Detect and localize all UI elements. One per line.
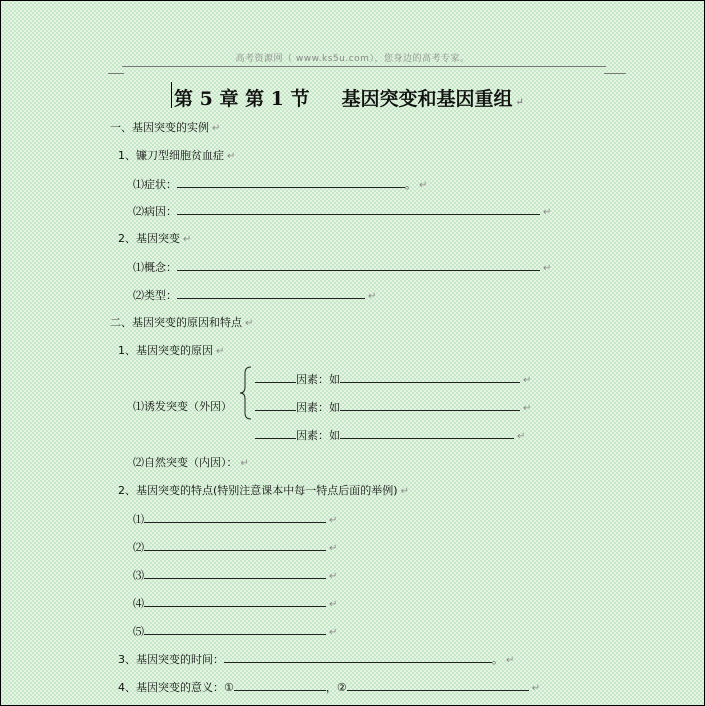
section-heading-1: 一、基因突变的实例 ↵ <box>110 121 221 134</box>
title-topic: 基因突变和基因重组 <box>341 88 513 110</box>
factor-line-2: 因素：如 ↵ <box>255 400 531 416</box>
significance-line: 4、基因突变的意义：① ，② ↵ <box>118 681 541 694</box>
cause-blank[interactable] <box>177 204 540 215</box>
feature-line: ⑴ ↵ <box>133 513 338 526</box>
paragraph-mark-icon: ↵ <box>543 263 552 274</box>
paragraph-mark-icon: ↵ <box>329 627 338 638</box>
header-watermark: 高考资源网（ www.ks5u.com），您身边的高考专家。 <box>235 54 470 64</box>
page-title <box>174 84 524 111</box>
factor-type-blank[interactable] <box>255 372 296 383</box>
paragraph-mark-icon: ↵ <box>419 180 428 191</box>
paragraph-mark-icon: ↵ <box>329 599 338 610</box>
paragraph-mark-icon: ↵ <box>506 655 515 666</box>
paragraph-mark-icon: ↵ <box>523 375 532 386</box>
paragraph-mark-icon: ↵ <box>227 151 236 162</box>
symptom-line: ⑴症状： 。 ↵ <box>133 178 428 191</box>
symptom-blank[interactable] <box>177 177 405 188</box>
factor-example-blank[interactable] <box>340 428 514 439</box>
induced-mutation-label: ⑴诱发突变（外因） <box>133 400 232 413</box>
cause-line: ⑵病因： ↵ <box>133 205 552 218</box>
paragraph-mark-icon: ↵ <box>240 458 249 469</box>
factor-type-blank[interactable] <box>255 400 296 411</box>
concept-blank[interactable] <box>177 260 540 271</box>
factor-type-blank[interactable] <box>255 428 296 439</box>
significance-blank-1[interactable] <box>234 680 326 691</box>
item-causes: 1、基因突变的原因 ↵ <box>118 344 225 357</box>
type-line: ⑵类型： ↵ <box>133 289 377 302</box>
feature-line: ⑷ ↵ <box>133 597 338 610</box>
feature-line: ⑶ ↵ <box>133 569 338 582</box>
feature-blank[interactable] <box>144 624 326 635</box>
significance-blank-2[interactable] <box>347 680 529 691</box>
paragraph-mark-icon: ↵ <box>523 403 532 414</box>
mutation-time-blank[interactable] <box>224 652 492 663</box>
item-gene-mutation: 2、基因突变 ↵ <box>118 232 192 245</box>
natural-mutation-line: ⑵自然突变（内因）： ↵ <box>133 456 249 469</box>
feature-blank[interactable] <box>144 568 326 579</box>
header-rule-right-stub <box>604 73 626 74</box>
paragraph-mark-icon: ↵ <box>517 431 526 442</box>
type-blank[interactable] <box>177 288 365 299</box>
header-rule-left-stub <box>108 73 124 74</box>
paragraph-mark-icon: ↵ <box>531 683 541 694</box>
paragraph-mark-icon: ↵ <box>329 571 338 582</box>
mutation-time-line: 3、基因突变的时间： 。 ↵ <box>118 653 515 666</box>
factor-line-1: 因素：如 ↵ <box>255 372 531 388</box>
factor-line-3: 因素：如 ↵ <box>255 428 525 444</box>
paragraph-mark-icon: ↵ <box>400 486 409 497</box>
paragraph-mark-icon: ↵ <box>212 123 221 134</box>
item-sickle-cell: 1、镰刀型细胞贫血症 ↵ <box>118 149 236 162</box>
factor-example-blank[interactable] <box>340 372 520 383</box>
feature-blank[interactable] <box>144 596 326 607</box>
concept-line: ⑴概念： ↵ <box>133 261 552 274</box>
feature-line: ⑵ ↵ <box>133 541 338 554</box>
header-rule <box>122 66 606 67</box>
curly-brace-icon <box>239 366 253 420</box>
paragraph-mark-icon: ↵ <box>245 318 254 329</box>
paragraph-mark-icon: ↵ <box>216 346 225 357</box>
paragraph-mark-icon: ↵ <box>329 543 338 554</box>
item-features: 2、基因突变的特点(特别注意课本中每一特点后面的举例) ↵ <box>118 484 409 497</box>
paragraph-mark-icon: ↵ <box>183 234 192 245</box>
feature-blank[interactable] <box>144 540 326 551</box>
feature-blank[interactable] <box>144 512 326 523</box>
paragraph-mark-icon: ↵ <box>543 207 552 218</box>
title-chapter: 第 5 章 第 1 节 <box>174 88 310 110</box>
feature-line: ⑸ ↵ <box>133 625 338 638</box>
factor-example-blank[interactable] <box>340 400 520 411</box>
paragraph-mark-icon: ↵ <box>368 291 377 302</box>
paragraph-mark-icon: ↵ <box>515 97 524 108</box>
paragraph-mark-icon: ↵ <box>329 515 338 526</box>
section-heading-2: 二、基因突变的原因和特点 ↵ <box>110 316 254 329</box>
text-cursor <box>171 82 172 108</box>
